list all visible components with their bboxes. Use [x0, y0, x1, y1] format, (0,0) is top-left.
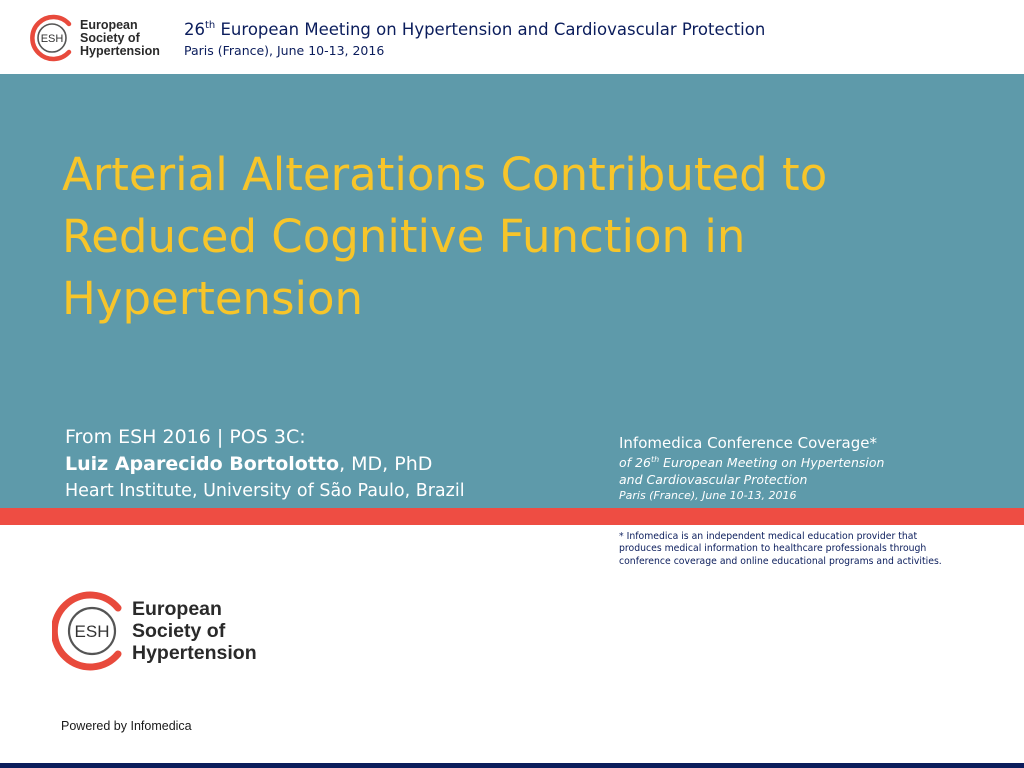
presenter-degrees: , MD, PhD [339, 453, 433, 475]
powered-by: Powered by Infomedica [61, 719, 192, 733]
esh-logo-large [52, 590, 292, 672]
logo-badge-text: ESH [74, 622, 110, 641]
presenter-line [65, 451, 605, 478]
coverage-title: Infomedica Conference Coverage* [619, 434, 877, 452]
logo-line: Society of [80, 31, 140, 45]
logo-line: European [80, 18, 138, 32]
coverage-ordinal: th [650, 455, 660, 464]
coverage-line [619, 454, 1019, 471]
disclaimer-text: * Infomedica is an independent medical education provider that produces medical information to healthcare professionals through conference coverage and online educational programs and activities. [619, 531, 942, 567]
esh-ring-icon [28, 14, 76, 62]
presenter-affiliation: Heart Institute, University of São Paulo, Brazil [65, 481, 465, 501]
meeting-name: European Meeting on Hypertension and Cardiovascular Protection [215, 20, 766, 39]
header-bar [0, 0, 1024, 74]
logo-wordmark [80, 19, 160, 58]
esh-logo-small [28, 14, 168, 64]
coverage-line-3: Paris (France), June 10-13, 2016 [619, 489, 797, 502]
coverage-line-2: and Cardiovascular Protection [619, 472, 808, 487]
logo-line: Society of [132, 620, 226, 642]
coverage-of-suffix: European Meeting on Hypertension [659, 455, 885, 470]
bottom-rule [0, 763, 1024, 768]
presenter-block [65, 424, 605, 505]
logo-wordmark [132, 598, 257, 664]
meeting-location-date: Paris (France), June 10-13, 2016 [184, 43, 385, 58]
esh-ring-icon [52, 590, 130, 672]
logo-badge-text: ESH [40, 33, 64, 45]
logo-line: Hypertension [132, 642, 257, 664]
coverage-block [619, 433, 1019, 504]
accent-band [0, 508, 1024, 525]
presenter-name: Luiz Aparecido Bortolotto [65, 453, 340, 475]
coverage-of-prefix: of 26 [619, 455, 651, 470]
logo-line: European [132, 598, 222, 620]
meeting-ordinal: th [205, 20, 216, 31]
meeting-number: 26 [184, 20, 205, 39]
slide-title: Arterial Alterations Contributed to Reduced Cognitive Function in Hypertension [62, 148, 828, 325]
meeting-title [184, 20, 765, 39]
source-line: From ESH 2016 | POS 3C: [65, 426, 306, 448]
logo-line: Hypertension [80, 44, 160, 58]
